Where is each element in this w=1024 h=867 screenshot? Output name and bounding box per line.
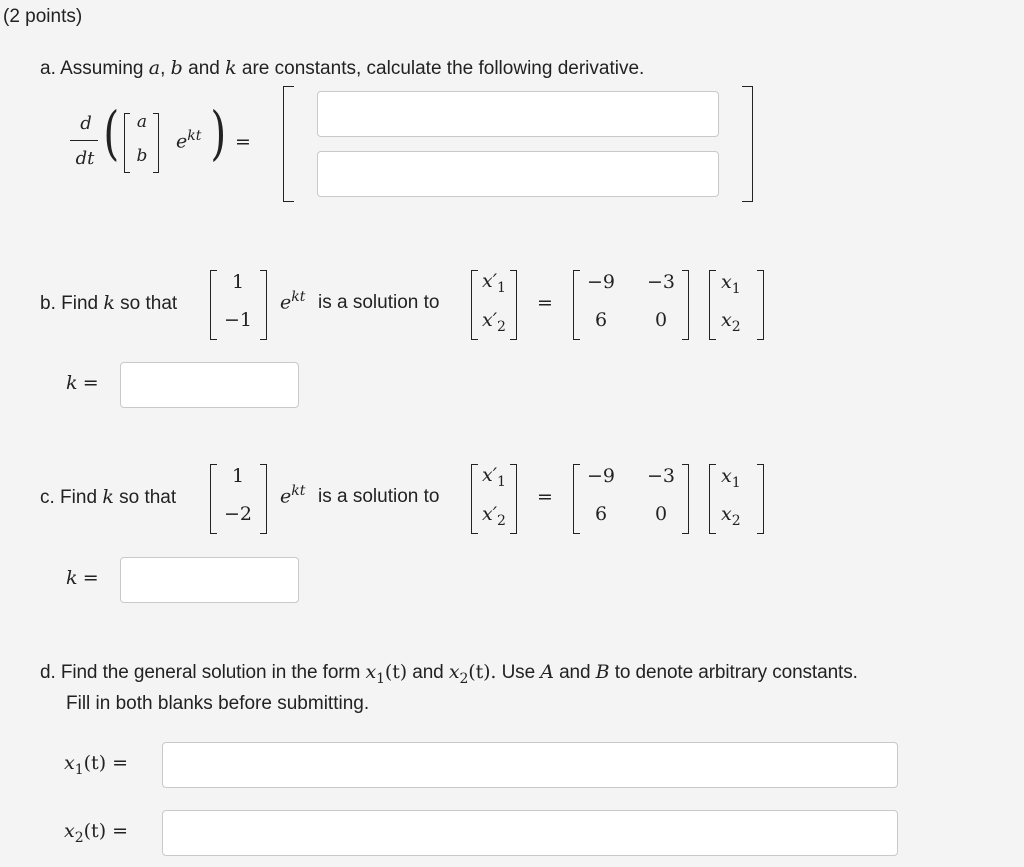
matrix-m11: −9 — [586, 465, 615, 487]
x-1: $x_1$ — [721, 271, 741, 297]
part-a-prefix: a. Assuming — [40, 58, 144, 79]
part-d-prompt: d. Find the general solution in the form $x_1(t)$ and $x_2(t)$. Use A and B to denote arbitrary constants. — [40, 661, 858, 687]
answer-bracket-left — [283, 86, 294, 202]
matrix-m11: −9 — [586, 271, 615, 293]
exp-e: $e^{kt}$ — [176, 128, 202, 153]
matrix-m22: 0 — [654, 503, 668, 525]
vector-c-bottom: −2 — [223, 503, 252, 525]
x-2: $x_2$ — [721, 503, 741, 529]
part-b-prefix: b. Find — [40, 293, 99, 314]
part-c-answer-label: k = — [66, 567, 99, 589]
x-bracket-left — [709, 464, 716, 534]
var-k: k — [103, 292, 115, 314]
equals-sign: = — [537, 486, 553, 508]
vector-a-bottom: b — [136, 146, 148, 166]
part-a-suffix: are constants, calculate the following derivative. — [241, 58, 645, 79]
part-b-prompt — [40, 292, 177, 315]
part-a-prompt — [40, 57, 644, 80]
part-a-bottom-input[interactable] — [317, 151, 719, 197]
const-B: B — [595, 661, 610, 683]
part-b-answer-label: k = — [66, 372, 99, 394]
vector-b-top: 1 — [231, 271, 245, 293]
label-x1t: $x_1(t)$ = — [64, 752, 129, 778]
vector-bracket-left — [124, 113, 130, 173]
answer-bracket-right — [742, 86, 753, 202]
vector-b-bracket-right — [260, 270, 267, 340]
label-x2t: $x_2(t)$ = — [64, 820, 129, 846]
so-that: so that — [119, 487, 177, 508]
vector-bracket-right — [153, 113, 159, 173]
x1t-inline: $x_1(t)$ — [365, 661, 408, 687]
xprime-bracket-right — [510, 270, 517, 340]
part-b-k-input[interactable] — [120, 362, 299, 408]
exp-e: $e^{kt}$ — [280, 483, 306, 508]
x2t-input[interactable] — [162, 810, 898, 856]
var-k: k — [225, 57, 237, 79]
part-c-k-input[interactable] — [120, 557, 299, 603]
is-solution-text: is a solution to — [318, 292, 440, 313]
x-bracket-right — [757, 270, 764, 340]
x2t-inline: $x_2(t)$. — [448, 661, 497, 687]
matrix-m21: 6 — [594, 503, 608, 525]
x-bracket-right — [757, 464, 764, 534]
var-a: a — [148, 57, 161, 79]
points-label: (2 points) — [3, 6, 83, 27]
xprime-1: $x'_1$ — [482, 464, 506, 490]
x-bracket-left — [709, 270, 716, 340]
xprime-2: $x'_2$ — [482, 309, 506, 335]
vector-c-top: 1 — [231, 465, 245, 487]
and-word: and — [188, 58, 220, 79]
var-k: k — [102, 486, 114, 508]
vector-a-top: a — [136, 112, 148, 132]
matrix-m12: −3 — [646, 465, 675, 487]
comma: , — [160, 58, 166, 79]
equals-sign: = — [537, 292, 553, 314]
vector-b-bottom: −1 — [223, 309, 252, 331]
matrix-bracket-left — [573, 464, 580, 534]
x-2: $x_2$ — [721, 309, 741, 335]
x-1: $x_1$ — [721, 465, 741, 491]
const-A: A — [540, 661, 554, 683]
matrix-m12: −3 — [646, 271, 675, 293]
fraction-bar — [70, 140, 98, 141]
deriv-denominator: dt — [75, 148, 95, 169]
matrix-bracket-right — [682, 270, 689, 340]
matrix-bracket-left — [573, 270, 580, 340]
var-b: b — [170, 57, 183, 79]
xprime-bracket-right — [510, 464, 517, 534]
part-a-top-input[interactable] — [317, 91, 719, 137]
paren-right: ) — [210, 99, 227, 167]
xprime-1: $x'_1$ — [482, 270, 506, 296]
part-d-text-1: d. Find the general solution in the form — [40, 662, 361, 683]
matrix-m22: 0 — [654, 309, 668, 331]
vector-c-bracket-left — [210, 464, 217, 534]
x1t-input[interactable] — [162, 742, 898, 788]
matrix-m21: 6 — [594, 309, 608, 331]
so-that: so that — [120, 293, 178, 314]
part-c-prefix: c. Find — [40, 487, 98, 508]
vector-c-bracket-right — [260, 464, 267, 534]
paren-left: ( — [103, 99, 120, 167]
part-d-instruction: Fill in both blanks before submitting. — [66, 693, 370, 714]
part-c-prompt — [40, 486, 176, 509]
equals-sign: = — [235, 131, 251, 153]
xprime-bracket-left — [471, 270, 478, 340]
deriv-numerator: d — [80, 113, 92, 134]
is-solution-text: is a solution to — [318, 486, 440, 507]
xprime-2: $x'_2$ — [482, 503, 506, 529]
xprime-bracket-left — [471, 464, 478, 534]
vector-b-bracket-left — [210, 270, 217, 340]
matrix-bracket-right — [682, 464, 689, 534]
exp-e: $e^{kt}$ — [280, 289, 306, 314]
